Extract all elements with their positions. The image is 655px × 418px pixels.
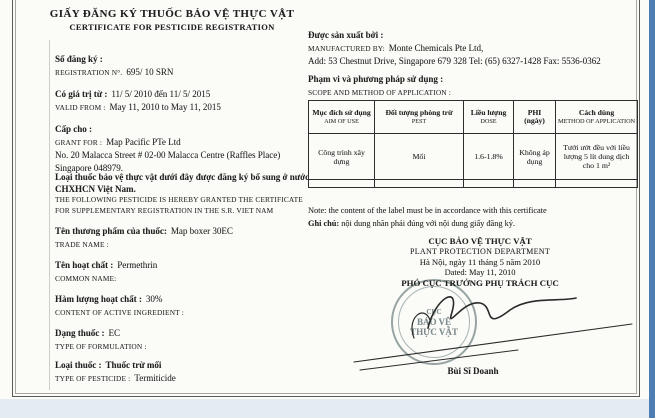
field-grant-for: [55, 122, 311, 174]
note: [308, 203, 640, 229]
common-label-en: COMMON NAME:: [55, 274, 117, 283]
cell-phi: Không áp dụng: [514, 134, 556, 180]
form-label-vi: Dạng thuốc :: [55, 328, 105, 338]
field-common-name: [55, 258, 311, 284]
stamp-text-2: BẢO VỆ: [416, 317, 452, 327]
field-scope-of-application: [308, 72, 640, 98]
trade-label-vi: Tên thương phẩm của thuốc:: [55, 226, 167, 236]
valid-value-vi: 11/ 5/ 2010 đến 11/ 5/ 2015: [111, 89, 211, 99]
signer-title: PHÓ CỤC TRƯỞNG PHỤ TRÁCH CỤC: [401, 278, 559, 288]
field-trade-name: [55, 224, 311, 250]
note-vi-label: Ghi chú:: [308, 219, 340, 228]
col-phi: PHI (ngày): [514, 101, 556, 134]
grant-company: Map Pacific PTe Ltd: [106, 137, 181, 147]
department-name-en: PLANT PROTECTION DEPARTMENT: [409, 246, 551, 256]
stamp-text-3: THỰC VẬT: [410, 327, 458, 337]
content-label-en: CONTENT OF ACTIVE INGREDIENT :: [55, 308, 184, 317]
common-value: Permethrin: [117, 260, 158, 270]
valid-label-vi: Có giá trị từ :: [55, 89, 108, 99]
reg-label-en: REGISTRATION N°.: [55, 68, 123, 77]
field-active-ingredient-content: [55, 292, 311, 318]
reg-label-vi: Số đăng ký :: [55, 54, 103, 64]
field-formulation-type: [55, 326, 311, 352]
trade-label-en: TRADE NAME :: [55, 240, 109, 249]
reg-value: 695/ 10 SRN: [126, 67, 174, 77]
scan-artifact-line: [49, 40, 50, 390]
mfg-label-vi: Được sản xuất bởi :: [308, 30, 384, 40]
table-row: [309, 134, 638, 180]
grant-label-en: GRANT FOR :: [55, 138, 103, 147]
form-value: EC: [108, 328, 121, 338]
field-registration-number: [55, 52, 307, 78]
col-dose: Liều lượng DOSE: [464, 101, 514, 134]
field-manufacturer: [308, 28, 640, 67]
grant-address-2: Singapore 048979.: [55, 163, 123, 173]
mfg-label-en: MANUFACTURED BY:: [308, 44, 385, 53]
mfg-company: Monte Chemicals Pte Ltd,: [388, 43, 484, 53]
col-aim-of-use: Mục đích sử dụng AIM OF USE: [309, 101, 375, 134]
content-label-vi: Hàm lượng hoạt chất :: [55, 294, 142, 304]
type-label-vi: Loại thuốc :: [55, 360, 102, 370]
document-header: [42, 8, 302, 32]
signature-date-vi: Hà Nội, ngày 11 tháng 5 năm 2010: [419, 257, 541, 267]
cell-dose: 1.6-1.8%: [464, 134, 514, 180]
table-header-row: [309, 101, 638, 134]
scope-label-en: SCOPE AND METHOD OF APPLICATION :: [308, 88, 452, 97]
mfg-address: Add: 53 Chestnut Drive, Singapore 679 328 Tel: (65) 6327-1428 Fax: 5536-0362: [308, 56, 601, 66]
scan-background: [0, 399, 655, 418]
grant-label-vi: Cấp cho :: [55, 124, 93, 134]
title-vietnamese: GIẤY ĐĂNG KÝ THUỐC BẢO VỆ THỰC VẬT: [49, 8, 295, 20]
type-value-vi: Thuốc trừ mối: [105, 360, 162, 370]
note-vi-text: nội dung nhãn phải đúng với nội dung giấy đăng ký.: [339, 219, 515, 228]
cell-pest: Mối: [375, 134, 464, 180]
col-method: Cách dùng METHOD OF APPLICATION: [556, 101, 638, 134]
supp-statement-vi: Loại thuốc bảo vệ thực vật dưới đây được đăng ký bổ sung ở nước CHXHCN Việt Nam.: [55, 172, 310, 194]
supp-statement-en: THE FOLLOWING PESTICIDE IS HEREBY GRANTED THE CERTIFICATE FOR SUPPLEMENTARY REGISTRATION IN THE S.R. VIET NAM: [55, 195, 303, 215]
cell-aim: Công trình xây dựng: [309, 134, 375, 180]
application-table: [308, 100, 638, 188]
trade-value: Map boxer 30EC: [170, 226, 233, 236]
cell-method: Tưới ướt đều với liều lượng 5 lít dung dịch cho 1 m²: [556, 134, 638, 180]
field-supplementary-registration: [55, 171, 311, 215]
col-pest: Đối tượng phòng trừ PEST: [375, 101, 464, 134]
type-label-en: TYPE OF PESTICIDE :: [55, 374, 131, 383]
scope-label-vi: Phạm vi và phương pháp sử dụng :: [308, 74, 444, 84]
note-en: Note: the content of the label must be in accordance with this certificate: [308, 206, 547, 215]
department-name-vi: CỤC BẢO VỆ THỰC VẬT: [428, 236, 532, 246]
signature-date-en: Dated: May 11, 2010: [444, 267, 516, 277]
field-validity: [55, 87, 307, 113]
form-label-en: TYPE OF FORMULATION :: [55, 342, 147, 351]
signature-icon: [332, 276, 650, 378]
signer-name: Bùi Sĩ Doanh: [447, 366, 499, 376]
grant-address-1: No. 20 Malacca Street # 02-00 Malacca Centre (Raffles Place): [55, 150, 281, 160]
content-value: 30%: [145, 294, 163, 304]
valid-value-en: May 11, 2010 to May 11, 2015: [109, 102, 221, 112]
title-english: CERTIFICATE FOR PESTICIDE REGISTRATION: [69, 22, 275, 32]
valid-label-en: VALID FROM :: [55, 103, 106, 112]
table-empty-row: [309, 180, 638, 188]
common-label-vi: Tên hoạt chất :: [55, 260, 114, 270]
type-value-en: Termiticide: [134, 373, 176, 383]
field-pesticide-type: [55, 358, 311, 384]
stamp-text-1: CỤC: [426, 308, 442, 316]
